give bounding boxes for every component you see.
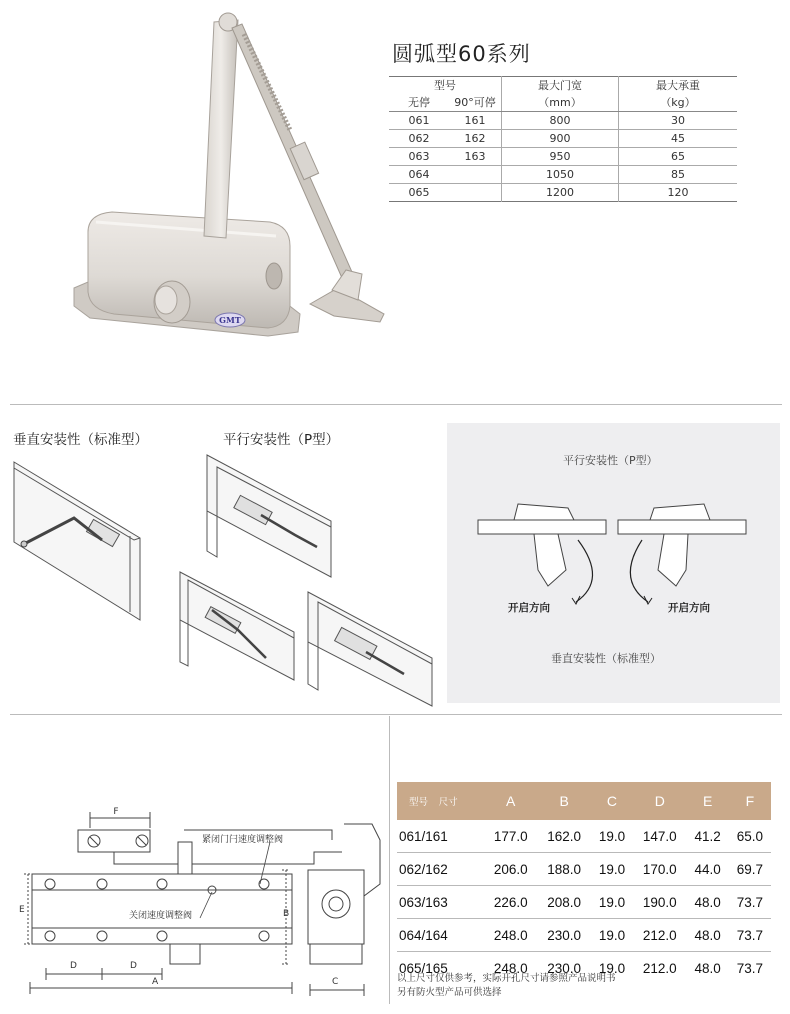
cell-F: 69.7 xyxy=(729,853,771,886)
cell-A: 206.0 xyxy=(484,853,537,886)
open-direction-right: 开启方向 xyxy=(668,602,710,614)
spec-header-load: 最大承重 xyxy=(656,79,700,92)
cell-no-stop: 061 xyxy=(389,112,449,130)
parallel-install-label: 平行安装性（P型） xyxy=(223,432,340,448)
cell-B: 208.0 xyxy=(537,886,590,919)
dim-label-D1: D xyxy=(70,961,77,971)
cell-F: 73.7 xyxy=(736,960,764,976)
dim-header-model xyxy=(397,782,484,820)
cell-D: 212.0 xyxy=(633,919,686,952)
parallel-install-illustration-2 xyxy=(178,570,298,682)
dimension-table xyxy=(397,782,771,984)
dim-label-C: C xyxy=(332,977,339,987)
dim-header-model-text: 型号 xyxy=(409,797,429,808)
section-divider xyxy=(10,404,782,405)
table-row xyxy=(397,886,771,919)
cell-door-width: 900 xyxy=(502,130,619,148)
series-title: 圆弧型60系列 xyxy=(392,42,531,66)
dimension-drawing xyxy=(2,800,387,1000)
table-row xyxy=(389,184,737,202)
vertical-install-label: 垂直安装性（标准型） xyxy=(13,432,148,448)
cell-door-width: 1200 xyxy=(502,184,619,202)
dim-col-B: B xyxy=(537,782,590,820)
table-row xyxy=(389,112,737,130)
cell-model: 061/161 xyxy=(397,820,484,853)
cell-model: 063/163 xyxy=(397,886,484,919)
cell-B: 188.0 xyxy=(537,853,590,886)
cell-load: 30 xyxy=(619,112,738,130)
cell-D: 212.0 xyxy=(642,960,677,976)
speed-valve-label: 紧闭门闩速度调整阀 xyxy=(202,835,284,845)
cell-E: 48.0 xyxy=(687,886,729,919)
spec-header-door-width: 最大门宽 xyxy=(502,77,619,95)
cell-no-stop: 063 xyxy=(389,148,449,166)
dim-col-C: C xyxy=(591,782,633,820)
dim-label-D2: D xyxy=(130,961,137,971)
cell-D: 190.0 xyxy=(633,886,686,919)
cell-E: 48.0 xyxy=(687,919,729,952)
dimension-note-line1: 以上尺寸仅供参考，实际开孔尺寸请参照产品说明书 xyxy=(397,973,616,984)
cell-door-width: 950 xyxy=(502,148,619,166)
cell-E: 48.0 xyxy=(694,960,721,976)
cell-B: 162.0 xyxy=(537,820,590,853)
cell-C: 19.0 xyxy=(591,853,633,886)
spec-header-90-stop: 90°可停 xyxy=(449,94,502,112)
cell-D: 170.0 xyxy=(633,853,686,886)
spec-table xyxy=(389,76,737,202)
spec-header-load-unit: （kg） xyxy=(619,94,738,112)
dim-header-size-text: 尺寸 xyxy=(438,797,458,808)
vertical-install-illustration xyxy=(10,462,150,622)
cell-load: 85 xyxy=(619,166,738,184)
cell-90-stop xyxy=(449,184,502,202)
cell-no-stop: 062 xyxy=(389,130,449,148)
spec-header-door-width-unit: （mm） xyxy=(502,94,619,112)
cell-E: 44.0 xyxy=(687,853,729,886)
cell-model: 062/162 xyxy=(397,853,484,886)
dim-label-E: E xyxy=(19,905,25,915)
cell-load: 120 xyxy=(667,186,689,199)
dim-col-A: A xyxy=(484,782,537,820)
cell-model: 065/165 xyxy=(399,960,448,976)
cell-model: 064/164 xyxy=(397,919,484,952)
cell-B: 230.0 xyxy=(537,919,590,952)
cell-A: 177.0 xyxy=(484,820,537,853)
spec-header-no-stop: 无停 xyxy=(389,94,449,112)
open-direction-left: 开启方向 xyxy=(508,602,550,614)
logo-text: GMT xyxy=(219,315,241,325)
close-valve-label: 关闭速度调整阀 xyxy=(129,911,193,921)
cell-door-width: 1050 xyxy=(502,166,619,184)
table-row xyxy=(389,148,737,166)
cell-A: 248.0 xyxy=(493,960,528,976)
parallel-install-illustration-3 xyxy=(306,590,436,708)
dimension-note-line2: 另有防火型产品可供选择 xyxy=(397,987,502,998)
top-view-installation-diagram xyxy=(448,490,778,610)
cell-C: 19.0 xyxy=(598,960,626,976)
cell-no-stop: 064 xyxy=(389,166,449,184)
dim-label-F: F xyxy=(113,807,119,817)
panel-top-label: 平行安装性（P型） xyxy=(563,454,658,467)
cell-F: 65.0 xyxy=(729,820,771,853)
vertical-divider xyxy=(389,716,390,1004)
cell-A: 226.0 xyxy=(484,886,537,919)
cell-90-stop: 161 xyxy=(449,112,502,130)
section-divider xyxy=(10,714,782,715)
dim-col-F: F xyxy=(729,782,771,820)
parallel-install-illustration-1 xyxy=(205,455,335,581)
dim-col-D: D xyxy=(633,782,686,820)
cell-A: 248.0 xyxy=(484,919,537,952)
table-row xyxy=(397,853,771,886)
cell-B: 230.0 xyxy=(547,960,582,976)
table-row xyxy=(397,919,771,952)
dim-col-E: E xyxy=(687,782,729,820)
cell-E: 41.2 xyxy=(687,820,729,853)
cell-door-width: 800 xyxy=(502,112,619,130)
cell-C: 19.0 xyxy=(591,919,633,952)
table-row xyxy=(389,130,737,148)
cell-F: 73.7 xyxy=(729,886,771,919)
table-row xyxy=(389,166,737,184)
cell-load: 65 xyxy=(619,148,738,166)
cell-D: 147.0 xyxy=(633,820,686,853)
dim-label-B: B xyxy=(283,909,290,919)
cell-90-stop: 162 xyxy=(449,130,502,148)
dim-label-A: A xyxy=(152,977,159,987)
table-row xyxy=(397,820,771,853)
cell-no-stop: 065 xyxy=(408,186,430,199)
cell-load: 45 xyxy=(619,130,738,148)
cell-C: 19.0 xyxy=(591,886,633,919)
spec-header-model: 型号 xyxy=(389,77,502,95)
cell-C: 19.0 xyxy=(591,820,633,853)
panel-bottom-label: 垂直安装性（标准型） xyxy=(551,652,661,665)
cell-90-stop: 163 xyxy=(449,148,502,166)
cell-90-stop xyxy=(449,166,502,184)
cell-F: 73.7 xyxy=(729,919,771,952)
